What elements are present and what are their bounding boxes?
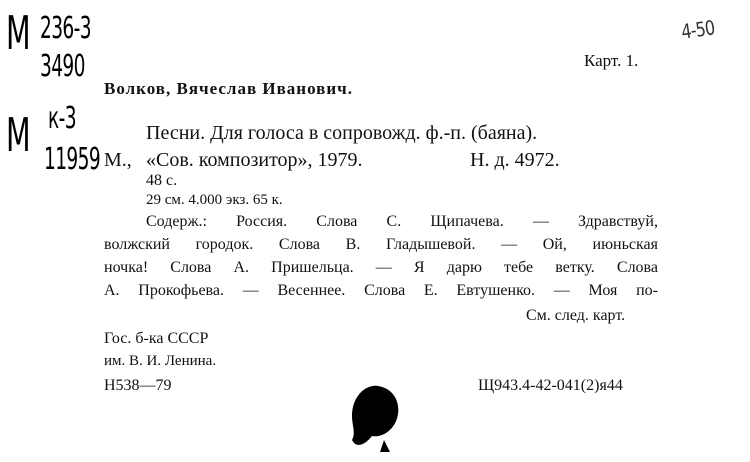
classification-code: Щ943.4-42-041(2)я44 <box>478 377 623 394</box>
card-code: Н538—79 <box>104 377 172 394</box>
shelfmark-1-code: 236-3 <box>40 11 91 46</box>
pages: 48 с. <box>146 172 178 189</box>
shelfmark-2-number: 11959 <box>44 142 101 177</box>
imprint-publisher: «Сов. композитор», 1979. <box>146 149 363 171</box>
contents-line-4: А. Прокофьева. — Весеннее. Слова Е. Евтушенко. — Моя по- <box>104 282 658 299</box>
author-heading: Волков, Вячеслав Иванович. <box>104 79 353 98</box>
shelfmark-2-code: к-3 <box>48 101 76 136</box>
contents-line-2: волжский городок. Слова В. Гладышевой. — Ой, июньская <box>104 236 658 253</box>
library-line-2: им. В. И. Ленина. <box>104 353 217 369</box>
corner-note: 4-50 <box>679 15 716 44</box>
contents-block <box>104 214 658 306</box>
physical-description: 29 см. 4.000 экз. 65 к. <box>146 192 283 208</box>
contents-line-3: ночка! Слова А. Пришельца. — Я дарю тебе ветку. Слова <box>104 259 658 276</box>
library-line-1: Гос. б-ка СССР <box>104 330 209 347</box>
imprint-city: М., <box>104 149 132 171</box>
title-line: Песни. Для голоса в сопровожд. ф.-п. (баяна). <box>146 122 538 144</box>
imprint-number: Н. д. 4972. <box>470 149 560 171</box>
continued-note: См. след. карт. <box>526 307 626 324</box>
card-number: Карт. 1. <box>584 51 639 70</box>
shelfmark-1-letter: М <box>6 6 30 60</box>
shelfmark-1-number: 3490 <box>40 49 85 84</box>
shelfmark-2-letter: М <box>6 108 30 162</box>
contents-line-1: Содерж.: Россия. Слова С. Щипачева. — Здравствуй, <box>146 213 658 230</box>
